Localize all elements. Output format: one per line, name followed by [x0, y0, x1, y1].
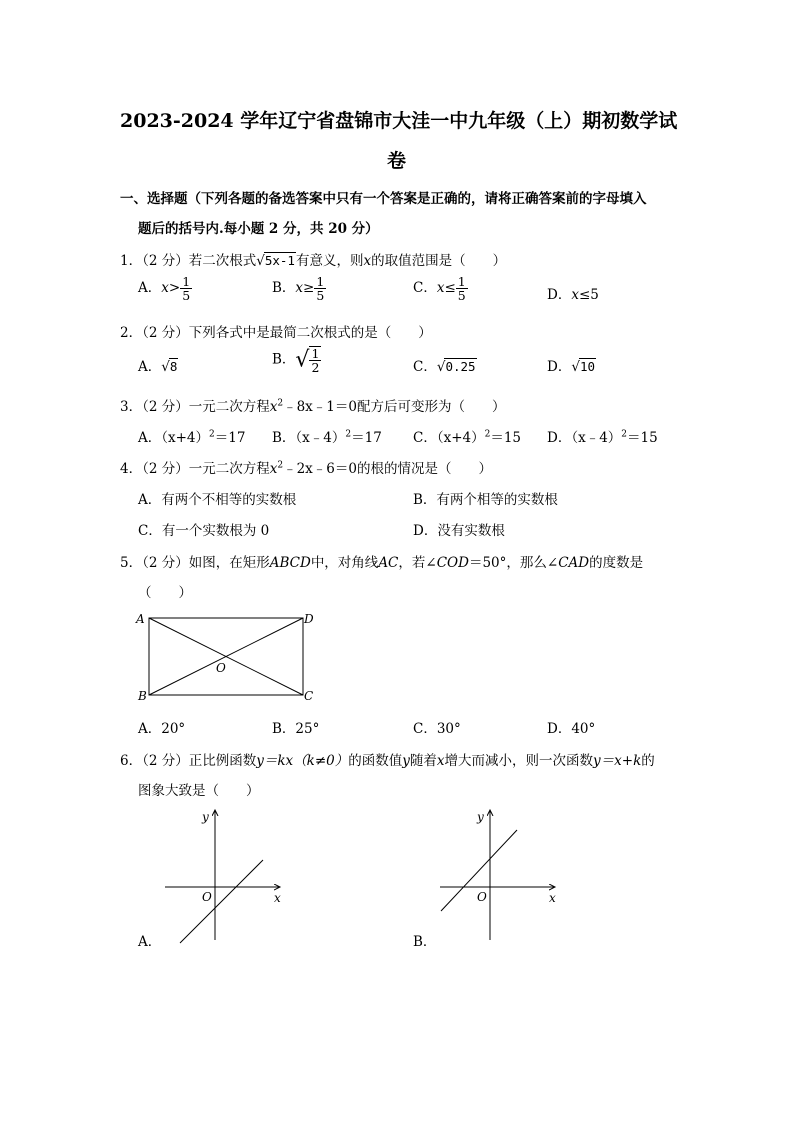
question-5-option-a[interactable]: A．20° [138, 721, 186, 737]
question-3-option-b[interactable]: B．（x﹣4）$^2$＝17 [272, 429, 382, 446]
question-2-option-a[interactable]: A．√8 [138, 359, 178, 375]
section-heading-line1: 一、选择题（下列各题的备选答案中只有一个答案是正确的，请将正确答案前的字母填入 [120, 191, 647, 207]
y-axis-label: y [477, 810, 484, 824]
vertex-c-label: C [304, 689, 314, 703]
question-6-stem-line2: 图象大致是（ ） [138, 783, 260, 799]
center-o-label: O [216, 661, 226, 675]
question-4-option-d[interactable]: D．没有实数根 [413, 523, 505, 539]
question-2-stem: 2．（2 分）下列各式中是最简二次根式的是（ ） [120, 325, 432, 341]
graph-option-b[interactable] [435, 805, 570, 945]
question-2-option-c[interactable]: C．√0.25 [413, 359, 476, 375]
question-4-option-b[interactable]: B．有两个相等的实数根 [413, 492, 558, 508]
function-line [180, 860, 263, 943]
question-3-option-c[interactable]: C．$(x+4)^2=15$ [413, 429, 522, 446]
origin-label: O [477, 890, 487, 904]
vertex-b-label: B [138, 689, 147, 703]
question-5-stem: 5．（2 分）如图，在矩形ABCD中，对角线AC，若∠COD＝50°，那么∠CAD的度数是 [120, 555, 644, 571]
question-5-stem-line2: （ ） [138, 585, 192, 601]
question-1-option-d[interactable]: D．x≤5 [547, 287, 599, 303]
question-1-option-a[interactable]: A．x> $\frac{1}{5}$ [138, 274, 191, 303]
question-5-option-c[interactable]: C．30° [413, 721, 461, 737]
page-title-line1: 2023-2024 学年辽宁省盘锦市大洼一中九年级（上）期初数学试 [120, 110, 678, 132]
question-2-option-b[interactable]: B．√ $\frac{1}{2}$ [272, 346, 320, 375]
vertex-d-label: D [304, 612, 314, 626]
question-5-option-d[interactable]: D．40° [547, 721, 596, 737]
question-2-option-d[interactable]: D．√10 [547, 359, 595, 375]
question-5-option-b[interactable]: B．25° [272, 721, 320, 737]
question-6-stem: 6．（2 分）正比例函数y＝kx（k≠0）的函数值y随着x增大而减小，则一次函数y＝x+k的 [120, 753, 655, 769]
vertex-a-label: A [136, 612, 145, 626]
question-4-option-c[interactable]: C．有一个实数根为 0 [138, 523, 270, 539]
origin-label: O [202, 890, 212, 904]
x-axis-label: x [274, 891, 281, 905]
question-4-option-a[interactable]: A．有两个不相等的实数根 [138, 492, 297, 508]
question-1-stem: 1．（2 分）若二次根式√5x-1有意义，则x的取值范围是（ ） [120, 253, 507, 269]
question-1-option-b[interactable]: B．x≥ $\frac{1}{5}$ [272, 274, 325, 303]
section-heading-line2: 题后的括号内.每小题 2 分，共 20 分） [138, 221, 379, 237]
graph-option-b-label[interactable]: B． [413, 934, 437, 950]
rectangle-figure [132, 608, 322, 704]
question-3-option-a[interactable]: A．$(x+4)^2=17$ [138, 429, 246, 446]
radicand: 5x-1 [264, 253, 295, 268]
page-title-line2: 卷 [387, 150, 407, 172]
y-axis-label: y [202, 810, 209, 824]
question-3-stem: 3．（2 分）一元二次方程$x^2﹣8x﹣1=0$配方后可变形为（ ） [120, 398, 506, 415]
question-4-stem: 4．（2 分）一元二次方程$x^2﹣2x﹣6=0$的根的情况是（ ） [120, 460, 492, 477]
question-3-option-d[interactable]: D．（x﹣4）$^2$＝15 [547, 429, 658, 446]
graph-option-a[interactable] [160, 805, 295, 945]
question-1-option-c[interactable]: C．x≤ $\frac{1}{5}$ [413, 274, 466, 303]
x-axis-label: x [549, 891, 556, 905]
graph-option-a-label[interactable]: A． [138, 934, 162, 950]
